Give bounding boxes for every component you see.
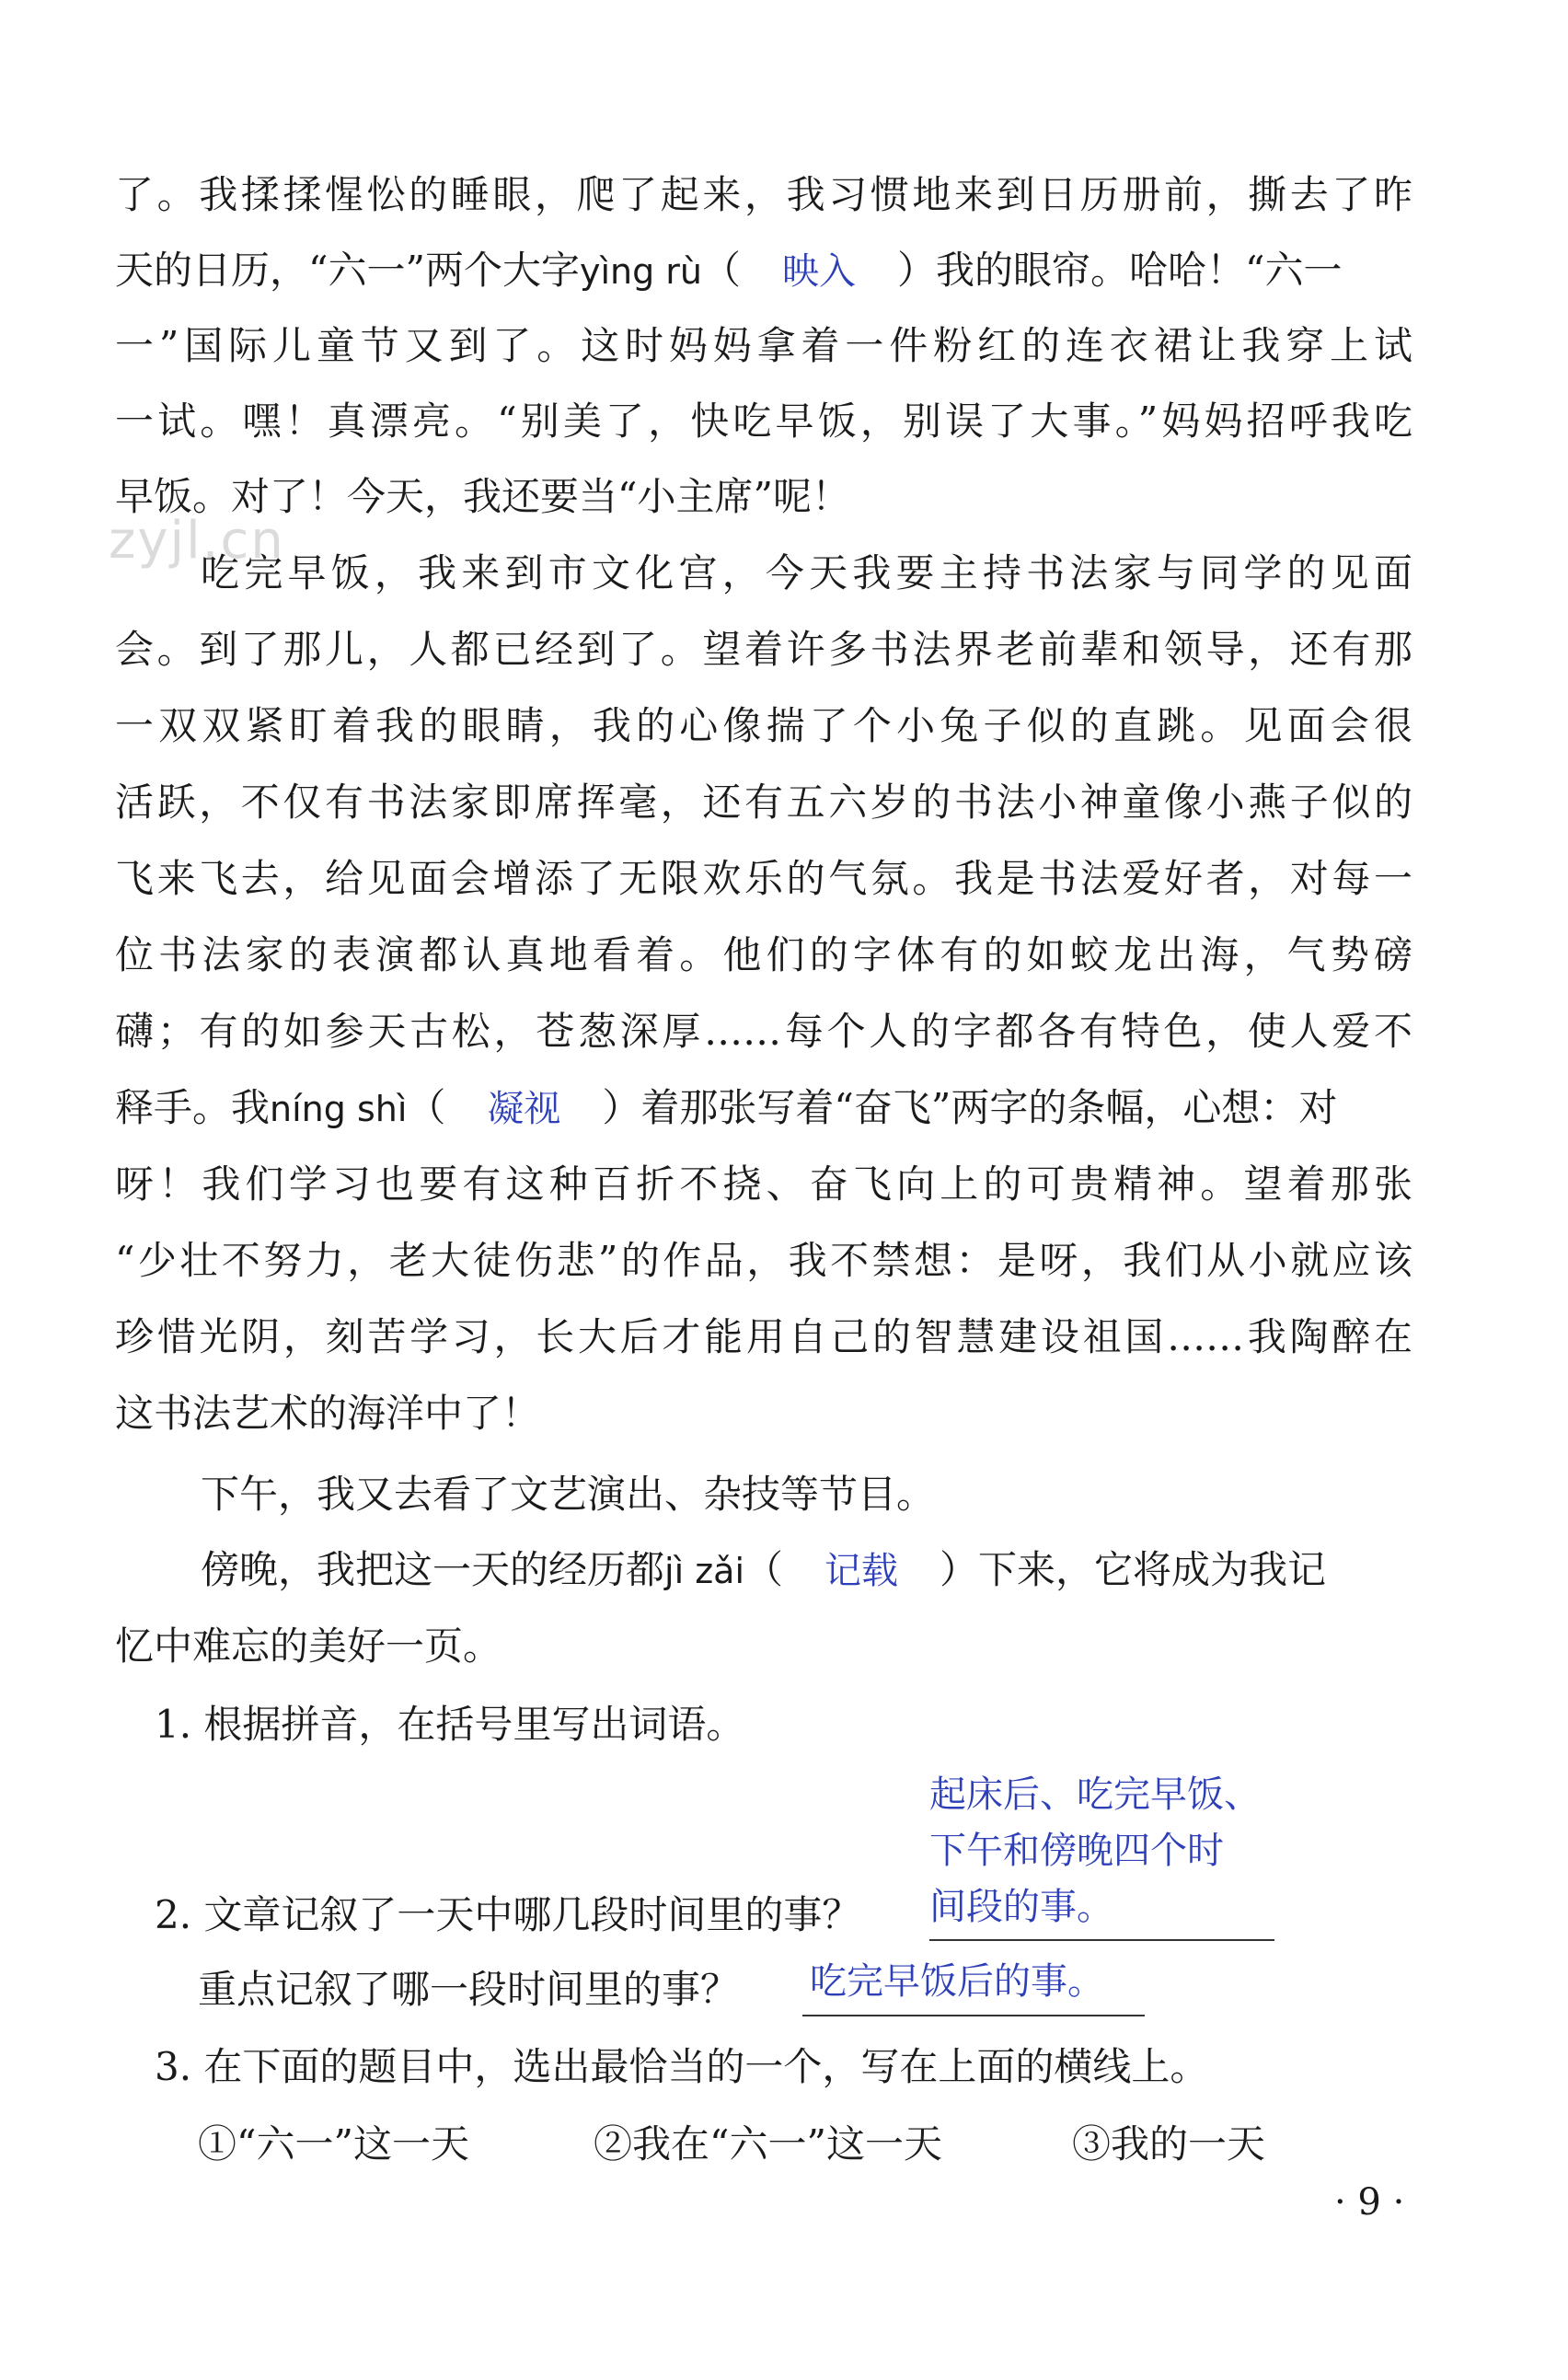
text-line: 飞来飞去，给见面会增添了无限欢乐的气氛。我是书法爱好者，对每一 — [115, 856, 1412, 901]
pinyin: yìng rù — [579, 251, 702, 292]
handwritten-answer: 下午和傍晚四个时 — [929, 1830, 1224, 1872]
handwritten-answer: 起床后、吃完早饭、 — [929, 1773, 1261, 1816]
text-line: 早饭。对了！今天，我还要当“小主席”呢！ — [115, 474, 850, 519]
option-3: ③我的一天 — [1072, 2121, 1266, 2166]
text-line: 活跃，不仅有书法家即席挥毫，还有五六岁的书法小神童像小燕子似的 — [115, 780, 1412, 825]
answer-blank: 凝视 — [487, 1088, 561, 1130]
answer-blank: 记载 — [824, 1550, 899, 1592]
answer-blank: 映入 — [782, 250, 857, 293]
question-2a: 2. 文章记叙了一天中哪几段时间里的事？ — [155, 1892, 861, 1937]
text-line-with-blank: 释手。我níng shì（ 凝视 ）着那张写着“奋飞”两字的条幅，心想：对 — [115, 1084, 1412, 1133]
question-3: 3. 在下面的题目中，选出最恰当的一个，写在上面的横线上。 — [155, 2044, 1209, 2089]
watermark: zyjl.cn — [109, 511, 285, 571]
answer-underline — [802, 2015, 1145, 2016]
handwritten-answer: 吃完早饭后的事。 — [810, 1960, 1104, 2003]
text-line: 一试。嘿！真漂亮。“别美了，快吃早饭，别误了大事。”妈妈招呼我吃 — [115, 399, 1412, 444]
text-line-with-blank: 天的日历，“六一”两个大字yìng rù（ 映入 ）我的眼帘。哈哈！“六一 — [115, 247, 1412, 295]
question-2b: 重点记叙了哪一段时间里的事？ — [198, 1967, 740, 2012]
text-line: 了。我揉揉惺忪的睡眼，爬了起来，我习惯地来到日历册前，撕去了昨 — [115, 172, 1412, 217]
text-line: 呀！我们学习也要有这种百折不挠、奋飞向上的可贵精神。望着那张 — [115, 1161, 1412, 1207]
text-line: 忆中难忘的美好一页。 — [115, 1623, 502, 1669]
text-line: 礴；有的如参天古松，苍葱深厚……每个人的字都各有特色，使人爱不 — [115, 1009, 1412, 1054]
pinyin: níng shì — [270, 1089, 408, 1129]
text-line: 一双双紧盯着我的眼睛，我的心像揣了个小兔子似的直跳。见面会很 — [115, 703, 1412, 748]
text-line-with-blank: 傍晚，我把这一天的经历都jì zǎi（ 记载 ）下来，它将成为我记 — [201, 1546, 1412, 1595]
text-line: 吃完早饭，我来到市文化宫，今天我要主持书法家与同学的见面 — [201, 550, 1412, 595]
text-line: 这书法艺术的海洋中了！ — [115, 1391, 541, 1436]
text-line: “少壮不努力，老大徒伤悲”的作品，我不禁想：是呀，我们从小就应该 — [115, 1238, 1412, 1283]
text-line: 会。到了那儿，人都已经到了。望着许多书法界老前辈和领导，还有那 — [115, 627, 1412, 672]
text-line: 一”国际儿童节又到了。这时妈妈拿着一件粉红的连衣裙让我穿上试 — [115, 323, 1412, 368]
handwritten-answer: 间段的事。 — [929, 1886, 1113, 1928]
option-2: ②我在“六一”这一天 — [594, 2121, 942, 2166]
text-line: 下午，我又去看了文艺演出、杂技等节目。 — [201, 1472, 936, 1517]
text-line: 位书法家的表演都认真地看着。他们的字体有的如蛟龙出海，气势磅 — [115, 932, 1412, 977]
option-1: ①“六一”这一天 — [198, 2121, 469, 2166]
page-number: · 9 · — [1334, 2181, 1405, 2224]
answer-underline — [929, 1939, 1274, 1941]
text-line: 珍惜光阴，刻苦学习，长大后才能用自己的智慧建设祖国……我陶醉在 — [115, 1314, 1412, 1359]
pinyin: jì zǎi — [664, 1551, 744, 1591]
question-1: 1. 根据拼音，在括号里写出词语。 — [155, 1702, 745, 1747]
